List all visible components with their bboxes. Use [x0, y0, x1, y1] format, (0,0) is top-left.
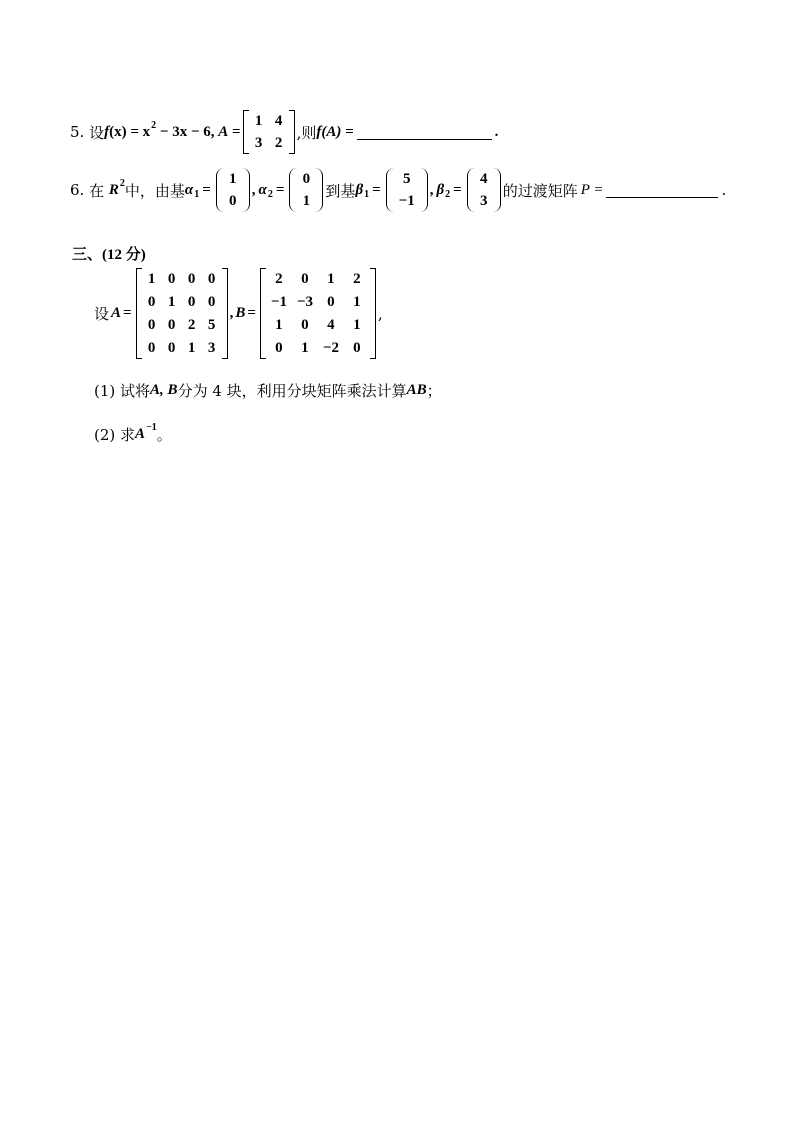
matrix-cell: 0 — [147, 317, 156, 333]
matrix-A — [136, 268, 228, 359]
q6-eq: = — [453, 181, 462, 198]
s3-A-label: A — [111, 305, 122, 321]
q5-eq: = — [228, 123, 241, 140]
q6-in: 在 — [89, 181, 105, 200]
part-2-exp: −1 — [146, 422, 157, 433]
part-2-text: 求 — [120, 426, 136, 444]
q6-number: 6. — [70, 181, 85, 199]
q6-beta2-sub: 2 — [445, 188, 451, 200]
part-2-end: 。 — [156, 426, 172, 444]
q6-suffix: 的过渡矩阵 — [502, 181, 578, 200]
q5-end: . — [494, 123, 499, 140]
q6-alpha2-vector — [289, 168, 323, 212]
matrix-cell: 1 — [301, 340, 309, 356]
matrix-cell: 3 — [207, 340, 216, 356]
s3-let: 设 — [94, 305, 110, 323]
s3-B-label: B — [235, 305, 246, 321]
matrix-cell: 2 — [274, 135, 283, 151]
s3-end: , — [377, 304, 383, 323]
part-1-AB2: AB — [406, 382, 427, 398]
matrix-cell: 0 — [275, 340, 283, 356]
question-5 — [70, 110, 498, 154]
part-1-AB: A, B — [150, 382, 178, 398]
part-1-text-b: 分为 4 块，利用分块矩阵乘法计算 — [177, 382, 407, 400]
section-3-matrices — [94, 268, 383, 359]
q6-to-basis: 到基 — [325, 181, 356, 200]
part-1-text-a: 试将 — [120, 382, 151, 400]
q5-rest: − 3x − 6, — [156, 123, 219, 140]
q6-comma: , — [429, 181, 434, 198]
matrix-cell: 5 — [207, 317, 216, 333]
matrix-cell: 1 — [254, 113, 263, 129]
matrix-cell: 0 — [147, 294, 156, 310]
matrix-cell: 0 — [187, 271, 196, 287]
s3-comma: , — [229, 305, 234, 321]
q5-matrix — [243, 110, 295, 154]
q6-alpha1-sub: 1 — [194, 188, 200, 200]
q6-R-exp: 2 — [119, 177, 125, 189]
q5-A-label: A — [218, 123, 229, 140]
part-2-number: (2) — [94, 425, 116, 444]
s3-eq: = — [123, 305, 132, 321]
vector-cell: 0 — [229, 193, 237, 209]
matrix-cell: 1 — [353, 294, 361, 310]
matrix-cell: 3 — [254, 135, 263, 151]
matrix-cell: 0 — [167, 271, 176, 287]
matrix-cell: 1 — [327, 271, 335, 287]
q6-eq: = — [372, 181, 381, 198]
matrix-B — [260, 268, 376, 359]
vector-cell: 1 — [302, 193, 311, 209]
q5-then: ,则 — [296, 123, 317, 142]
matrix-cell: −3 — [296, 294, 313, 310]
section-3-heading: 三、(12 分) — [72, 247, 146, 263]
q5-number: 5. — [70, 123, 85, 141]
q5-func: f — [104, 123, 110, 140]
q6-alpha1: α — [184, 181, 194, 198]
q5-paren-x: (x) = x — [109, 123, 151, 140]
vector-cell: 5 — [402, 171, 411, 187]
matrix-cell: 1 — [167, 294, 176, 310]
q6-alpha2: α — [258, 181, 267, 198]
section-3-part-2 — [94, 424, 172, 445]
q6-beta1-sub: 1 — [364, 188, 370, 200]
question-6 — [70, 168, 726, 212]
matrix-cell: 0 — [327, 294, 335, 310]
matrix-cell: −2 — [322, 340, 339, 356]
q5-prefix: 设 — [89, 123, 105, 142]
vector-cell: 1 — [229, 171, 237, 187]
part-1-end: ； — [426, 382, 442, 400]
vector-cell: 0 — [302, 171, 311, 187]
q6-R: R — [108, 181, 119, 198]
q6-alpha2-sub: 2 — [267, 188, 273, 200]
matrix-cell: 4 — [274, 113, 283, 129]
matrix-cell: 1 — [275, 317, 283, 333]
vector-cell: 4 — [479, 171, 488, 187]
q5-fA: f(A) = — [316, 123, 354, 140]
matrix-cell: 0 — [353, 340, 361, 356]
q6-beta2-vector — [467, 168, 501, 212]
matrix-cell: 1 — [147, 271, 156, 287]
q6-comma: , — [251, 181, 256, 198]
section-3-part-1 — [94, 380, 442, 401]
q5-exp: 2 — [151, 119, 157, 131]
q6-beta2: β — [436, 181, 445, 198]
q6-zhong: 中，由基 — [124, 181, 185, 200]
q6-alpha1-vector — [216, 168, 250, 212]
q6-eq: = — [202, 181, 211, 198]
matrix-cell: 1 — [187, 340, 196, 356]
q6-end: . — [721, 181, 727, 199]
matrix-cell: 0 — [147, 340, 156, 356]
matrix-cell: 2 — [187, 317, 196, 333]
part-1-number: (1) — [94, 381, 116, 400]
matrix-cell: 0 — [207, 271, 216, 287]
s3-eq: = — [247, 305, 256, 321]
matrix-cell: 2 — [353, 271, 361, 287]
matrix-cell: 4 — [327, 317, 335, 333]
part-2-A: A — [135, 426, 146, 442]
matrix-cell: 0 — [301, 271, 309, 287]
vector-cell: 3 — [479, 193, 488, 209]
matrix-cell: 1 — [353, 317, 361, 333]
matrix-cell: 2 — [275, 271, 283, 287]
matrix-cell: 0 — [301, 317, 309, 333]
matrix-cell: −1 — [270, 294, 287, 310]
q5-answer-blank[interactable] — [357, 125, 492, 140]
matrix-cell: 0 — [187, 294, 196, 310]
q6-answer-blank[interactable] — [606, 183, 718, 198]
matrix-cell: 0 — [167, 317, 176, 333]
q6-eq: = — [275, 181, 285, 198]
q6-P: P = — [580, 181, 604, 198]
matrix-cell: 0 — [167, 340, 176, 356]
q6-beta1: β — [355, 181, 364, 198]
q6-beta1-vector — [386, 168, 428, 212]
vector-cell: −1 — [398, 193, 415, 209]
matrix-cell: 0 — [207, 294, 216, 310]
